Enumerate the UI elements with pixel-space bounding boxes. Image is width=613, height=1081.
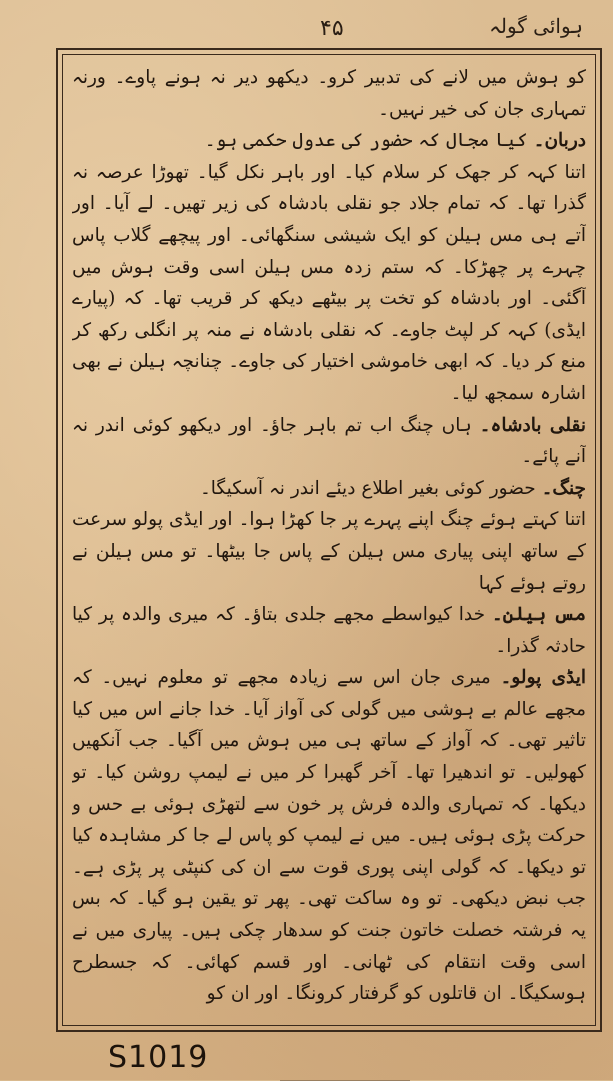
paragraph — [72, 157, 586, 410]
paragraph — [72, 410, 586, 473]
paragraph-text: کیا مجال کہ حضور کی عدول حکمی ہو۔ — [204, 130, 528, 152]
paragraph-text: اتنا کہتے ہوئے چنگ اپنے پہرے پر جا کھڑا ہوا۔ اور ایڈی پولو سرعت کے ساتھ اپنی پیاری مس ہیلن کے پاس جا بیٹھا۔ تو مس ہیلن نے روتے ہوئے کہا — [72, 509, 586, 594]
catalog-number: S1019 — [108, 1040, 209, 1075]
paragraph — [72, 62, 586, 125]
paragraph-text: کو ہوش میں لانے کی تدبیر کرو۔ دیکھو دیر نہ ہونے پاوے۔ ورنہ تمہاری جان کی خیر نہیں۔ — [72, 67, 586, 120]
paragraph — [72, 504, 586, 599]
paragraph-text: ہاں چنگ اب تم باہر جاؤ۔ اور دیکھو کوئی اندر نہ آنے پائے۔ — [72, 414, 586, 468]
body-text — [72, 62, 586, 1017]
running-title: ہوائی گولہ — [489, 14, 583, 38]
paragraph — [72, 599, 586, 662]
speaker-label: دربان۔ — [533, 130, 586, 152]
footer-mark — [280, 1060, 410, 1081]
paragraph-text: میری جان اس سے زیادہ مجھے تو معلوم نہیں۔ کہ مجھے عالم بے ہوشی میں گولی کی آواز آیا۔ خدا جانے اس میں کیا تاثیر تھی۔ کہ آواز کے ساتھ ہی میں ہوش میں آگیا۔ جب آنکھیں کھولیں۔ تو اندھیرا تھا۔ آخر گھبرا کر میں نے لیمپ روشن کیا۔ تو دیکھا۔ کہ تمہاری والدہ فرش پر خون سے لتھڑی ہوئی بے حس و حرکت پڑی ہوئی ہیں۔ میں نے لیمپ کو پاس لے جا کر مشاہدہ کیا تو دیکھا۔ کہ گولی اپنی پوری قوت سے ان کی کنپٹی پر پڑی ہے۔ جب نبض دیکھی۔ تو وہ ساکت تھی۔ پھر تو یقین ہو گیا۔ کہ بس یہ فرشتہ خصلت خاتون جنت کو سدھار چکی ہیں۔ پیاری میں نے اسی وقت انتقام کی ٹھانی۔ اور قسم کھائی۔ کہ جسطرح ہوسکیگا۔ ان قاتلوں کو گرفتار کرونگا۔ اور ان کو — [72, 667, 586, 1005]
speaker-label: ایڈی پولو۔ — [500, 667, 586, 689]
paragraph — [72, 125, 586, 157]
paragraph — [72, 473, 586, 505]
paragraph — [72, 662, 586, 1010]
paragraph-text: حضور کوئی بغیر اطلاع دیئے اندر نہ آسکیگا۔ — [199, 477, 536, 499]
speaker-label: مس ہیلن۔ — [491, 604, 586, 626]
paragraph-text: اتنا کہہ کر جھک کر سلام کیا۔ اور باہر نکل گیا۔ تھوڑا عرصہ نہ گذرا تھا۔ کہ تمام جلاد جو نقلی بادشاہ کی زیر تھیں۔ لے آیا۔ اور آتے ہی مس ہیلن کو ایک شیشی سنگھائی۔ اور پیچھے گلاب پاس چہرے پر چھڑکا۔ کہ ستم زدہ مس ہیلن اسی وقت ہوش میں آگئی۔ اور بادشاہ کو تخت پر بیٹھے دیکھ کر قریب تھا۔ کہ (پیارے ایڈی) کہہ کر لپٹ جاوے۔ کہ نقلی بادشاہ نے منہ پر انگلی رکھ کر منع کر دیا۔ کہ ابھی خاموشی اختیار کی جاوے۔ چنانچہ ہیلن نے بھی اشارہ سمجھ لیا۔ — [72, 161, 586, 404]
page-number: ۴۵ — [320, 16, 344, 41]
speaker-label: نقلی بادشاہ۔ — [479, 414, 586, 436]
speaker-label: چنگ۔ — [541, 477, 586, 499]
page-header — [60, 10, 593, 44]
paragraph-text: خدا کیواسطے مجھے جلدی بتاؤ۔ کہ میری والدہ پر کیا حادثہ گذرا۔ — [72, 604, 586, 657]
